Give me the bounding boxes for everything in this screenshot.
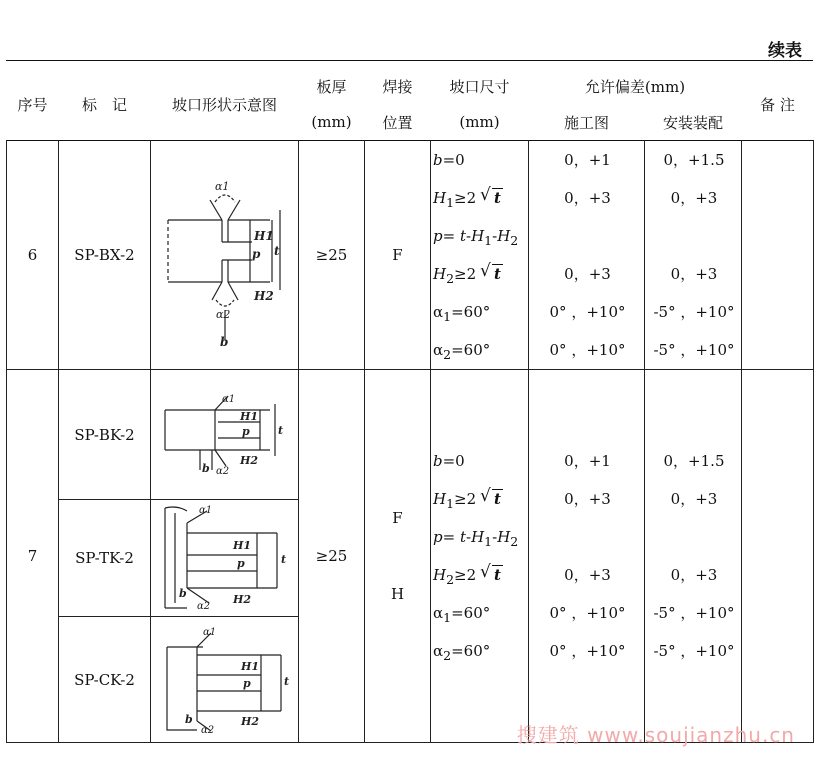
drawing-tolerance-list [529,141,645,370]
tol-value [647,217,741,255]
size-alpha1: $\alpha_1=60^\circ$ [433,303,491,324]
svg-text:b: b [178,587,187,600]
svg-text:t: t [273,244,280,258]
row-position: F [365,141,431,370]
tol-value: 0° ，+10° [549,604,626,622]
assembly-tolerance-list [645,141,742,370]
size-p: $p= t-H_1-H_2$ [433,227,519,248]
tol-value: 0，+3 [670,265,718,283]
row-remark [742,370,814,743]
tol-value: 0，+3 [670,566,718,584]
tol-value: 0，+3 [670,490,718,508]
svg-text:α1: α1 [198,505,212,516]
tol-value: 0，+3 [670,189,718,207]
svg-text:t: t [280,553,286,566]
groove-diagram-ck [151,617,299,743]
header-mark: 标 记 [81,95,127,114]
header-thickness-unit: (mm) [311,113,352,131]
tol-value [647,518,741,556]
header-seq: 序号 [17,95,48,114]
svg-text:b: b [184,712,193,726]
tol-value: 0° ，+10° [549,642,626,660]
svg-text:H2: H2 [240,714,259,728]
header-position-2: 位置 [382,113,413,132]
watermark: 搜建筑 www.soujianzhu.cn [516,723,795,747]
row-mark: SP-BK-2 [59,370,151,500]
tol-value: 0，+3 [564,265,611,283]
size-alpha1: $\alpha_1=60^\circ$ [433,604,491,625]
svg-text:p: p [251,247,260,261]
row-remark [742,141,814,370]
svg-text:H1: H1 [232,539,251,552]
svg-text:α2: α2 [215,308,230,321]
header-shape: 坡口形状示意图 [171,95,277,114]
header-groove-size: 坡口尺寸 [449,77,510,96]
svg-text:H1: H1 [239,409,258,423]
tol-value: 0，+1.5 [663,452,725,470]
tol-value: 0，+1 [564,151,611,169]
groove-diagram-tk [151,500,299,617]
svg-text:t: t [283,674,289,688]
header-assembly: 安装装配 [662,113,723,132]
continued-table-label: 续表 [768,41,802,61]
tol-value: 0，+3 [564,566,611,584]
row-seq: 7 [7,370,59,743]
header-drawing: 施工图 [563,113,609,132]
svg-text:H1: H1 [240,659,259,673]
header-thickness: 板厚 [316,77,347,96]
position-h: H [390,585,405,603]
svg-text:p: p [241,424,250,438]
size-b: b=0 [433,452,465,470]
tol-value: 0，+3 [564,189,611,207]
tol-value [531,217,644,255]
header-tolerance: 允许偏差(mm) [584,77,686,96]
svg-text:b: b [219,335,228,349]
svg-text:p: p [236,557,245,570]
size-alpha2: $\alpha_2=60^\circ$ [433,341,491,362]
svg-text:p: p [242,676,251,690]
groove-size-list [431,141,529,370]
tol-value: 0，+1.5 [663,151,725,169]
row-mark: SP-CK-2 [59,617,151,743]
svg-text:H2: H2 [232,593,251,606]
tol-value: -5° ，+10° [653,341,735,359]
svg-text:α2: α2 [200,724,214,735]
svg-text:α1: α1 [202,626,216,638]
table-row [7,370,814,500]
top-rule [6,60,813,61]
tol-value: 0° ，+10° [549,341,626,359]
tol-value: 0° ，+10° [549,303,626,321]
size-h2: $H_2\ge 2$ √ t [433,255,528,293]
table-row [7,141,814,370]
drawing-tolerance-list [529,370,645,743]
size-b: b=0 [433,151,465,169]
header-groove-unit: (mm) [459,113,500,131]
row-mark: SP-BX-2 [59,141,151,370]
row-thickness: ≥25 [299,141,365,370]
row-mark: SP-TK-2 [59,500,151,617]
groove-diagram-bx [151,141,299,370]
svg-text:α1: α1 [214,180,229,193]
row-seq: 6 [7,141,59,370]
header-position: 焊接 [382,77,413,96]
row-position [365,370,431,743]
header-remark: 备 注 [760,95,795,114]
row-thickness: ≥25 [299,370,365,743]
size-p: $p= t-H_1-H_2$ [433,528,519,549]
groove-diagram-bk [151,370,299,500]
size-h1: $H_1\ge 2$ √ t [433,179,528,217]
tol-value: 0，+3 [564,490,611,508]
size-h1: $H_1\ge 2$ √ t [433,480,528,518]
svg-text:b: b [201,461,210,475]
svg-text:α2: α2 [215,465,229,477]
groove-table [6,68,814,743]
svg-text:H2: H2 [239,453,258,467]
tol-value: -5° ，+10° [653,642,735,660]
groove-size-list [431,370,529,743]
tol-value: -5° ，+10° [653,604,735,622]
size-alpha2: $\alpha_2=60^\circ$ [433,642,491,663]
tol-value: -5° ，+10° [653,303,735,321]
svg-text:t: t [277,423,283,437]
svg-text:H1: H1 [253,229,274,243]
position-f: F [392,509,403,527]
svg-text:H2: H2 [253,289,274,303]
svg-text:α2: α2 [196,601,210,612]
svg-text:α1: α1 [221,393,235,405]
tol-value: 0，+1 [564,452,611,470]
tol-value [531,518,644,556]
assembly-tolerance-list [645,370,742,743]
size-h2: $H_2\ge 2$ √ t [433,556,528,594]
